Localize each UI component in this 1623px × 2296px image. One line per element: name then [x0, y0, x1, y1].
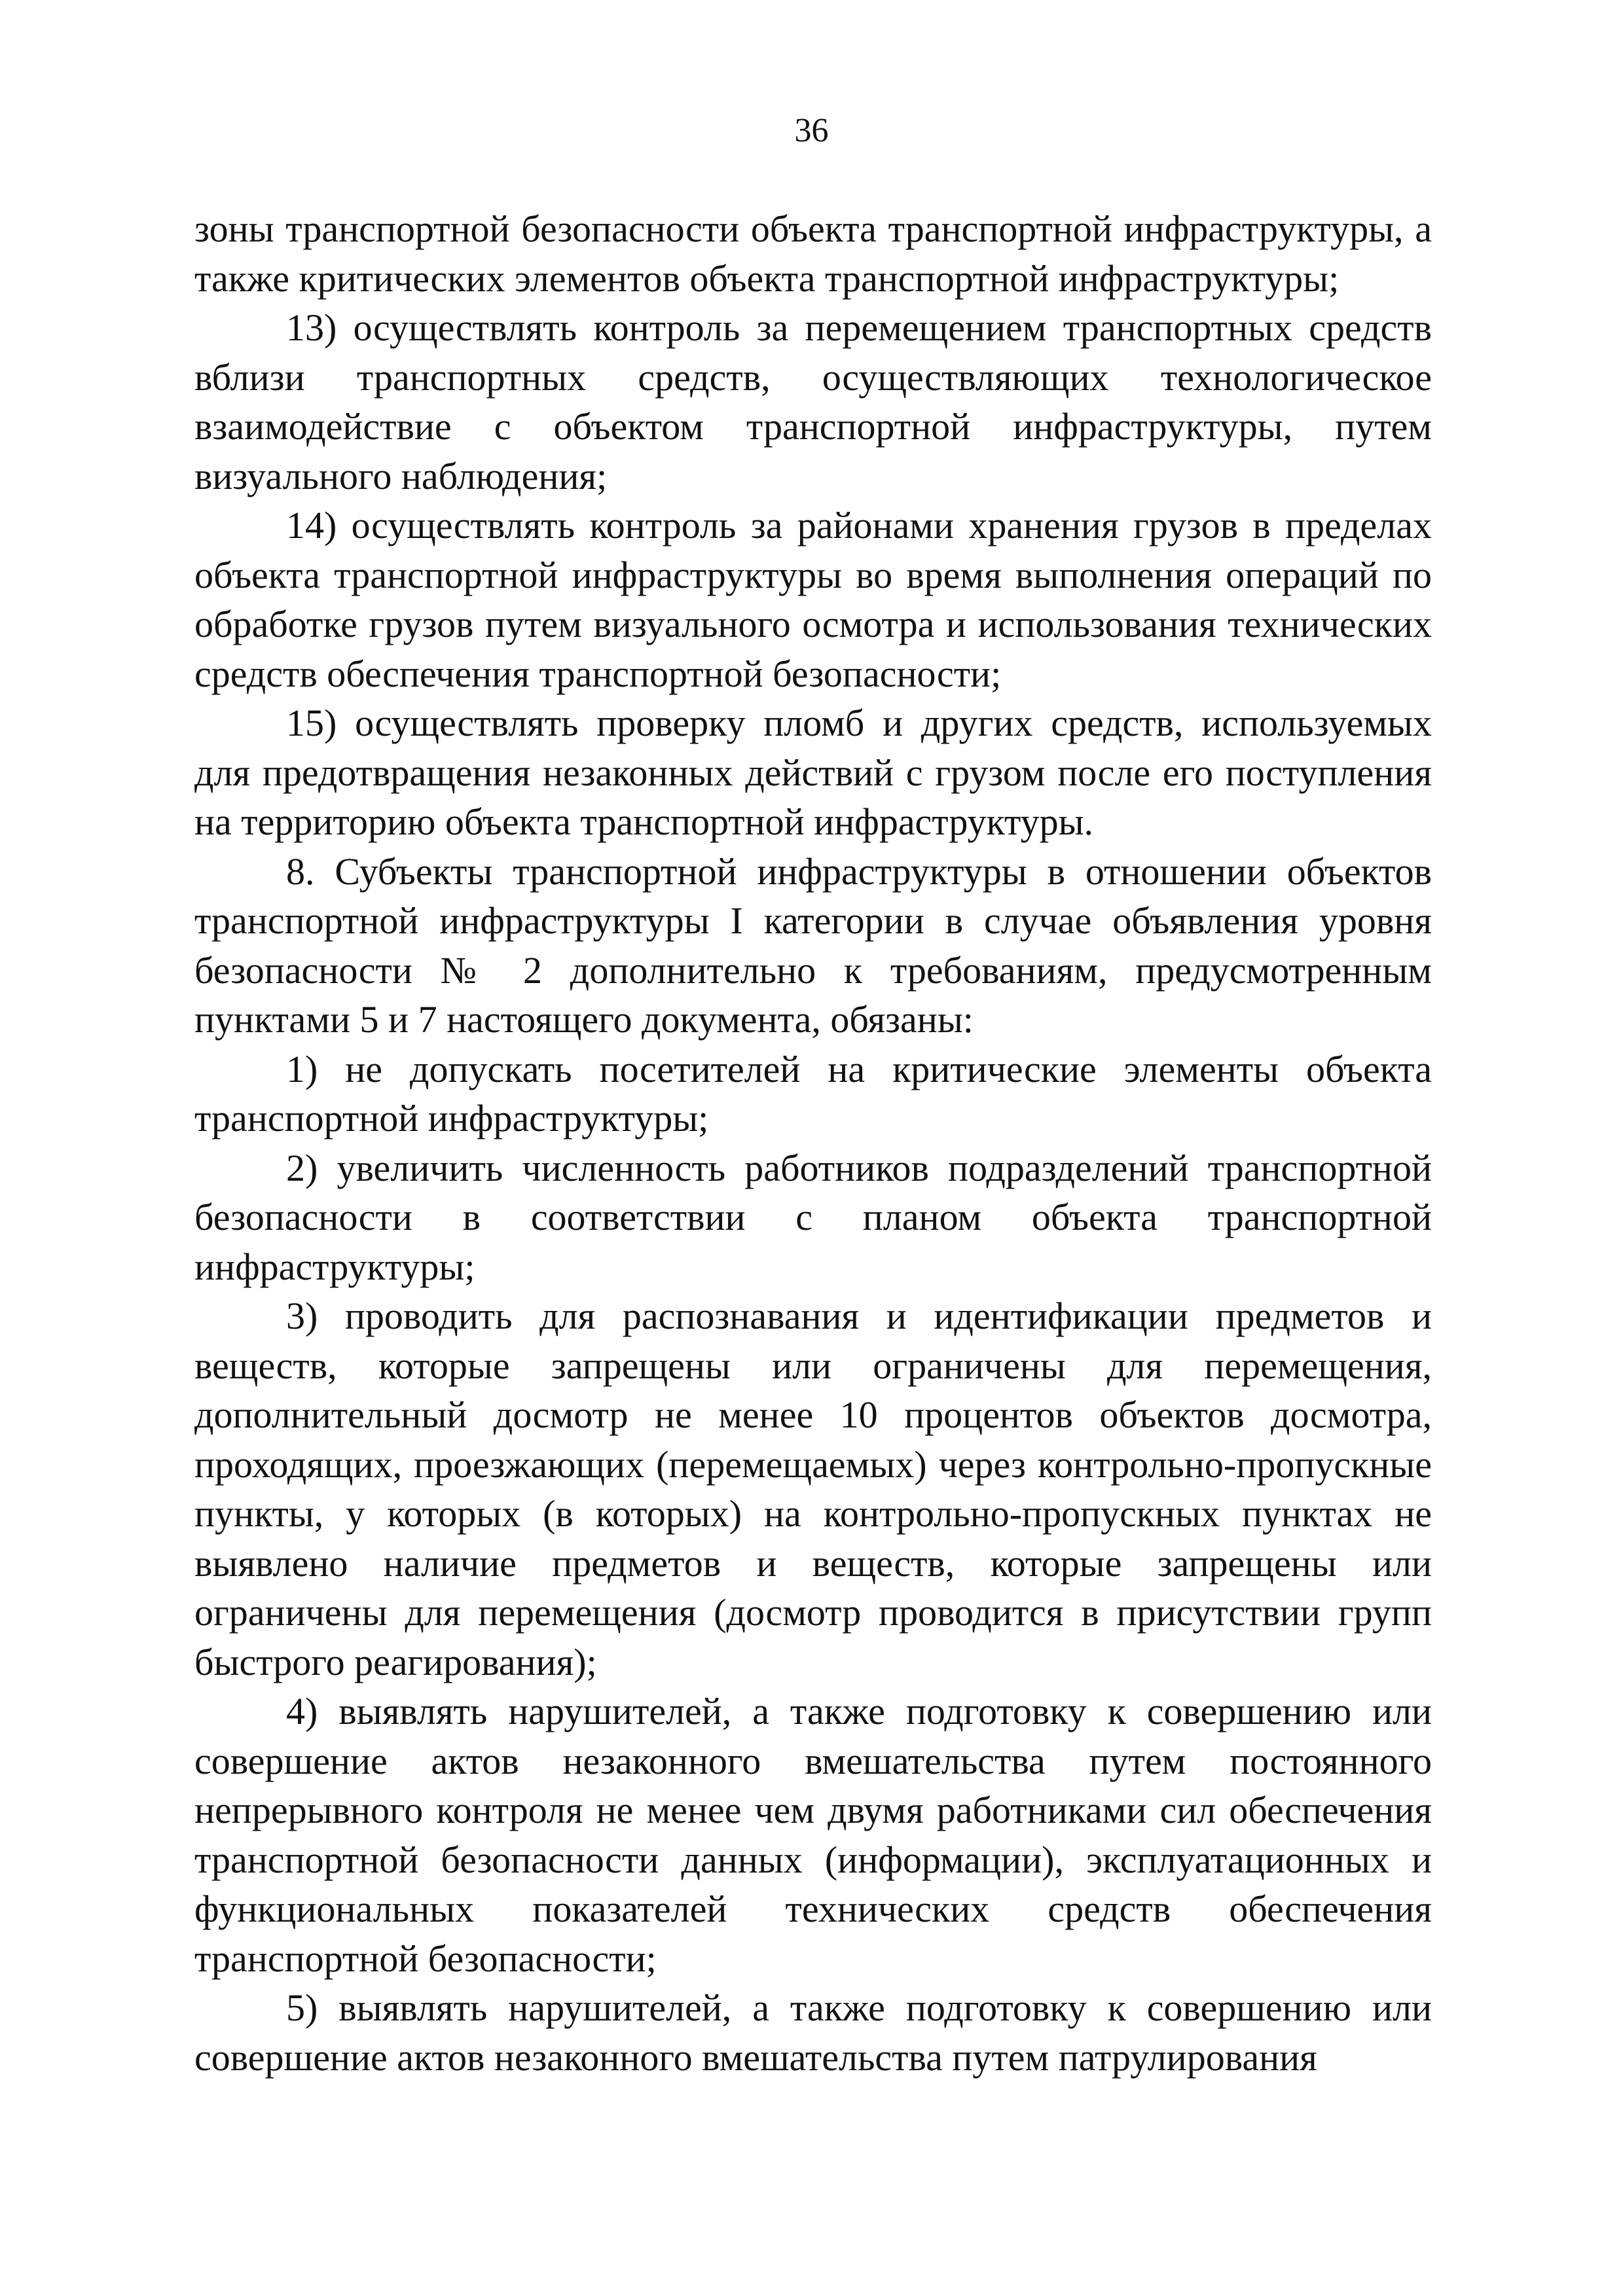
paragraph-item-5: 5) выявлять нарушителей, а также подготовку к совершению или совершение актов незаконного вмешательства путем патрулирования	[194, 1986, 1432, 2079]
paragraph-item-14: 14) осуществлять контроль за районами хранения грузов в пределах объекта транспортной инфраструктуры во время выполнения операций по обработке грузов путем визуального осмотра и использования технических средств обеспечения транспортной безопасности;	[194, 504, 1432, 695]
paragraph-item-13: 13) осуществлять контроль за перемещением транспортных средств вблизи транспортных средств, осуществляющих технологическое взаимодействие с объектом транспортной инфраструктуры, путем визуального наблюдения;	[194, 306, 1432, 497]
paragraph-item-1: 1) не допускать посетителей на критические элементы объекта транспортной инфраструктуры;	[194, 1047, 1432, 1139]
paragraph-item-4: 4) выявлять нарушителей, а также подготовку к совершению или совершение актов незаконного вмешательства путем постоянного непрерывного контроля не менее чем двумя работниками сил обеспечения транспортной безопасности данных (информации), эксплуатационных и функциональных показателей технических средств обеспечения транспортной безопасности;	[194, 1690, 1432, 1980]
paragraph-continuation: зоны транспортной безопасности объекта транспортной инфраструктуры, а также критических элементов объекта транспортной инфраструктуры;	[194, 207, 1432, 300]
paragraph-item-15: 15) осуществлять проверку пломб и других средств, используемых для предотвращения незаконных действий с грузом после его поступления на территорию объекта транспортной инфраструктуры.	[194, 702, 1432, 843]
document-body	[194, 204, 1432, 2082]
paragraph-section-8: 8. Субъекты транспортной инфраструктуры в отношении объектов транспортной инфраструктуры I категории в случае объявления уровня безопасности № 2 дополнительно к требованиям, предусмотренным пунктами 5 и 7 настоящего документа, обязаны:	[194, 850, 1432, 1041]
page-number: 36	[794, 112, 829, 149]
paragraph-item-3: 3) проводить для распознавания и идентификации предметов и веществ, которые запрещены или ограничены для перемещения, дополнительный досмотр не менее 10 процентов объектов досмотра, проходящих, проезжающих (перемещаемых) через контрольно-пропускные пункты, у которых (в которых) на контрольно-пропускных пунктах не выявлено наличие предметов и веществ, которые запрещены или ограничены для перемещения (досмотр проводится в присутствии групп быстрого реагирования);	[194, 1295, 1432, 1683]
paragraph-item-2: 2) увеличить численность работников подразделений транспортной безопасности в соответствии с планом объекта транспортной инфраструктуры;	[194, 1146, 1432, 1288]
